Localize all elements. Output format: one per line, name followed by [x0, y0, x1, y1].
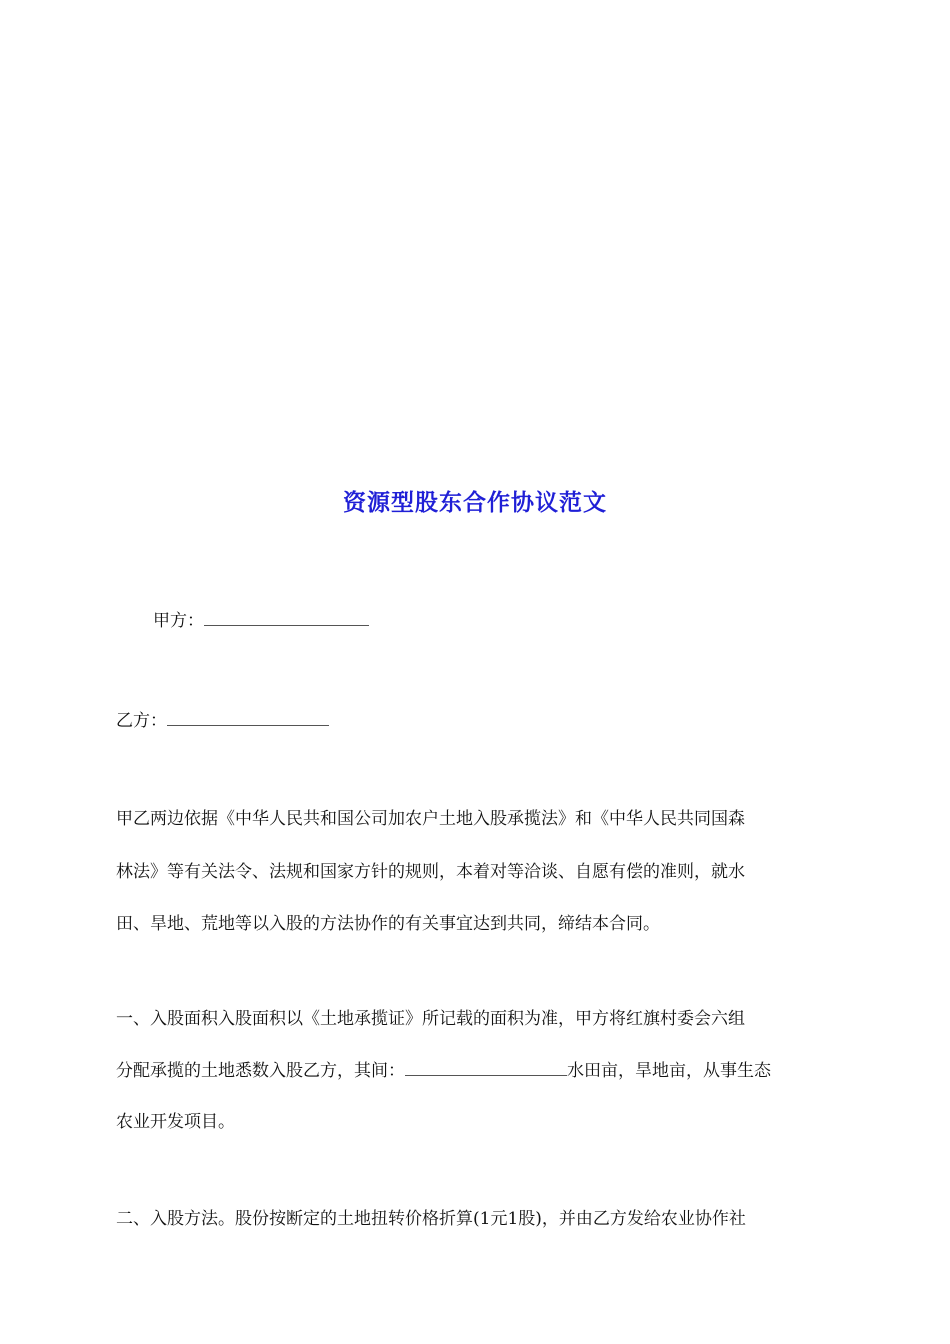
party-a-blank[interactable] — [204, 609, 369, 626]
land-area-blank[interactable] — [405, 1059, 567, 1076]
party-a-label: 甲方： — [153, 611, 204, 631]
section1-line-2 — [116, 1059, 840, 1083]
intro-line-1: 甲乙两边依据《中华人民共和国公司加农户土地入股承揽法》和《中华人民共同国森 — [116, 809, 745, 829]
party-b-label: 乙方： — [116, 711, 167, 731]
party-a-line — [153, 609, 553, 633]
section2-line-1: 二、入股方法。股份按断定的土地扭转价格折算(1元1股)，并由乙方发给农业协作社 — [116, 1209, 746, 1229]
document-title: 资源型股东合作协议范文 — [343, 489, 607, 516]
section1-line-3: 农业开发项目。 — [116, 1112, 235, 1132]
section1-text-before-blank: 分配承揽的土地悉数入股乙方，其间： — [116, 1061, 405, 1081]
party-b-line — [116, 709, 516, 733]
intro-line-3: 田、旱地、荒地等以入股的方法协作的有关事宜达到共同，缔结本合同。 — [116, 914, 660, 934]
section1-line-1: 一、入股面积入股面积以《土地承揽证》所记载的面积为准，甲方将红旗村委会六组 — [116, 1009, 745, 1029]
section1-text-after-blank: 水田亩，旱地亩，从事生态 — [567, 1061, 771, 1081]
intro-line-2: 林法》等有关法令、法规和国家方针的规则，本着对等洽谈、自愿有偿的准则，就水 — [116, 862, 745, 882]
party-b-blank[interactable] — [167, 709, 329, 726]
